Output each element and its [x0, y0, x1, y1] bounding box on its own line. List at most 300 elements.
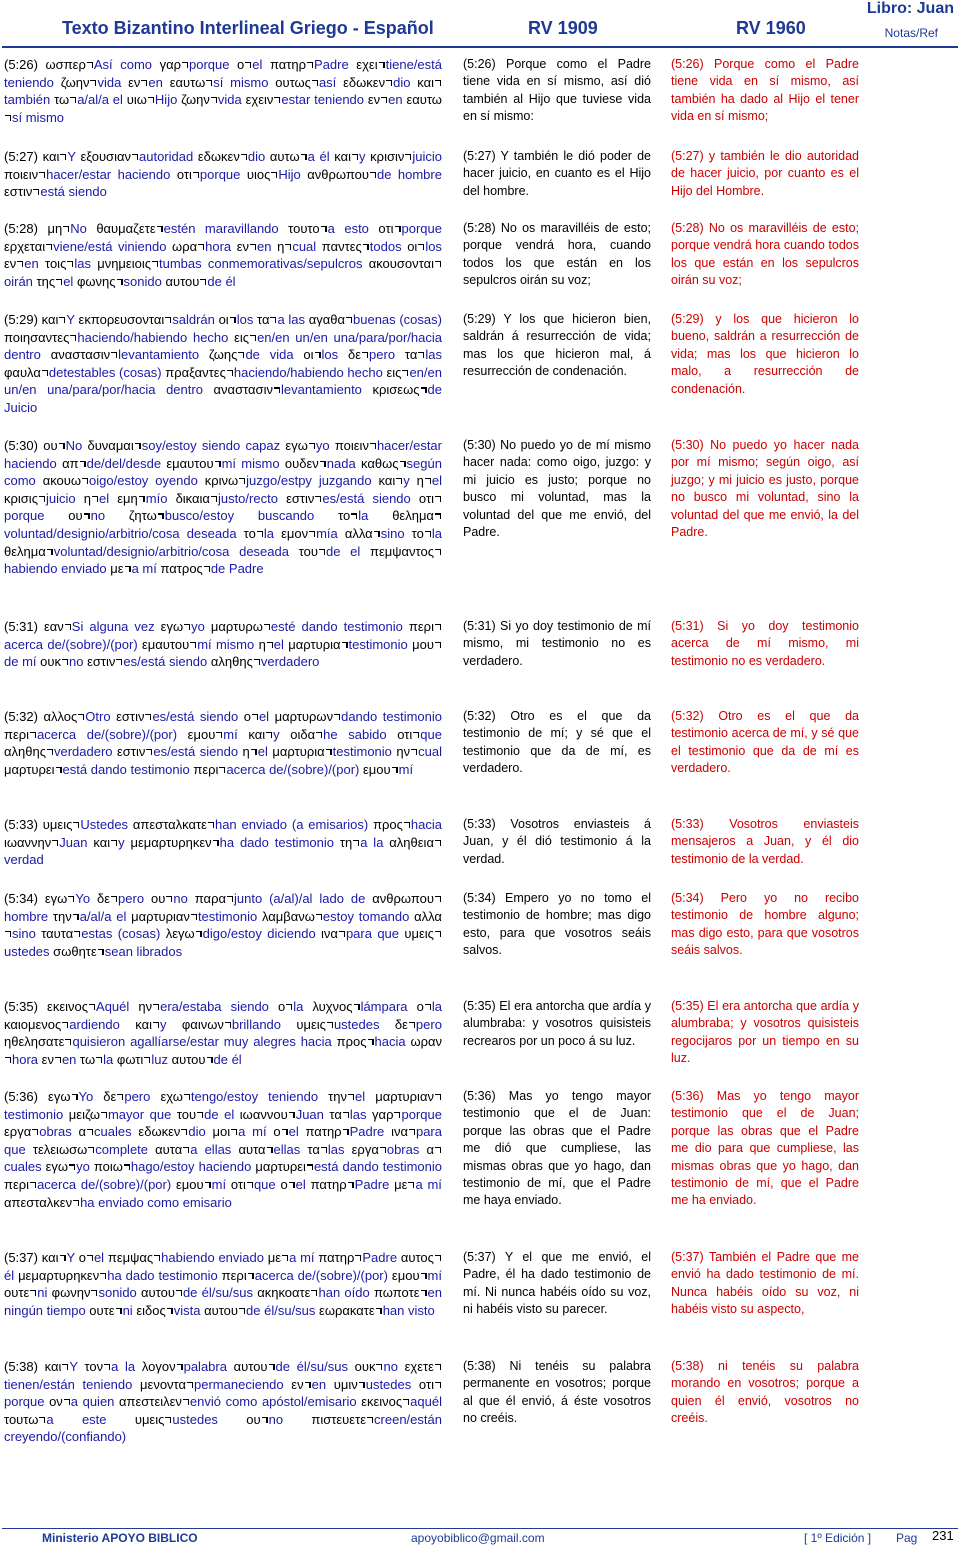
- gloss-arrow-icon: [368, 1037, 374, 1046]
- greek-word: υμεις: [134, 1411, 165, 1427]
- gloss-arrow-icon: [239, 476, 245, 485]
- greek-word: μαρτυριαν: [131, 908, 190, 924]
- greek-word: ο: [273, 1124, 281, 1140]
- gloss-arrow-icon: [39, 1415, 45, 1424]
- greek-word: ο: [280, 1176, 288, 1192]
- spanish-gloss: habiendo enviado: [4, 561, 107, 577]
- spanish-gloss: dio: [188, 1124, 206, 1140]
- spanish-gloss: Ustedes: [80, 817, 129, 832]
- spanish-gloss: junto (a/al)/al lado de: [233, 891, 366, 906]
- gloss-arrow-icon: [251, 747, 257, 756]
- greek-word: φωτι: [116, 1051, 144, 1067]
- spanish-gloss: oirán: [4, 273, 33, 289]
- spanish-gloss: en: [388, 92, 403, 108]
- greek-word: εκεινος: [361, 1394, 403, 1410]
- gloss-arrow-icon: [286, 1002, 292, 1011]
- gloss-arrow-icon: [435, 78, 441, 87]
- gloss-arrow-icon: [376, 1306, 382, 1315]
- gloss-arrow-icon: [101, 1110, 107, 1119]
- spanish-gloss: a/al/a el: [79, 908, 127, 924]
- gloss-arrow-icon: [207, 1055, 213, 1064]
- gloss-arrow-icon: [197, 1110, 203, 1119]
- gloss-arrow-icon: [435, 1362, 441, 1371]
- greek-word: οτι: [230, 1176, 246, 1192]
- spanish-gloss: juzgo/estpy juzgando: [246, 473, 372, 489]
- gloss-arrow-icon: [257, 529, 263, 538]
- greek-word: εμον: [281, 525, 309, 541]
- gloss-arrow-icon: [413, 730, 419, 739]
- gloss-arrow-icon: [342, 640, 348, 649]
- spanish-gloss: haciendo/habiendo hecho: [77, 329, 229, 345]
- gloss-arrow-icon: [82, 476, 88, 485]
- spanish-gloss: han visto: [382, 1302, 435, 1318]
- spanish-gloss: y: [359, 149, 366, 164]
- greek-word: πατηρ: [310, 1176, 347, 1192]
- greek-word: εδωκεν: [343, 74, 386, 90]
- rv1960-text: (5:34) Pero yo no recibo testimonio de hombre alguno; mas digo esto, para que vosotros seáis salvos.: [671, 891, 859, 958]
- gloss-arrow-icon: [158, 511, 164, 520]
- greek-word: ουτως: [275, 74, 311, 90]
- greek-word: τα: [307, 1141, 320, 1157]
- spanish-gloss: el: [63, 273, 74, 289]
- gloss-arrow-icon: [176, 1288, 182, 1297]
- greek-word: υμεις: [42, 817, 73, 832]
- spanish-gloss: testimonio: [348, 636, 408, 652]
- gloss-arrow-icon: [63, 224, 69, 233]
- spanish-gloss: mayor que: [107, 1106, 172, 1122]
- greek-word: μη: [47, 221, 63, 236]
- gloss-arrow-icon: [305, 1380, 311, 1389]
- verse-reference: (5:30): [4, 438, 44, 453]
- gloss-arrow-icon: [400, 459, 406, 468]
- greek-word: εχειν: [245, 92, 274, 108]
- greek-word: πατηρ: [305, 1124, 342, 1140]
- spanish-gloss: hora: [12, 1051, 39, 1067]
- spanish-gloss: Juan: [59, 834, 88, 850]
- greek-word: γαρ: [372, 1106, 394, 1122]
- column-heading-rv1909: RV 1909: [528, 18, 598, 38]
- spanish-gloss: de él/su/sus: [246, 1302, 316, 1318]
- spanish-gloss: mí: [427, 1267, 442, 1283]
- verse-reference: (5:32): [4, 709, 44, 724]
- gloss-arrow-icon: [274, 95, 280, 104]
- gloss-arrow-icon: [213, 838, 219, 847]
- greek-word: μαρτυρων: [274, 709, 334, 724]
- spanish-gloss: Juan: [295, 1106, 324, 1122]
- gloss-arrow-icon: [67, 259, 73, 268]
- spanish-gloss: pero: [118, 891, 145, 906]
- spanish-gloss: juicio: [412, 149, 442, 164]
- spanish-gloss: hacer/estar haciendo: [4, 438, 442, 471]
- gloss-arrow-icon: [198, 242, 204, 251]
- rv1909-text: (5:38) Ni tenéis su palabra permanente en vosotros; porque al que él envió, á éste vosotros no creéis.: [463, 1359, 651, 1426]
- spanish-gloss: que: [253, 1176, 276, 1192]
- greek-word: αληθης: [210, 654, 253, 670]
- spanish-gloss: el: [288, 1124, 299, 1140]
- greek-word: μοι: [212, 1124, 231, 1140]
- greek-word: τελειωσω: [32, 1141, 88, 1157]
- greek-word: κρινω: [204, 473, 239, 489]
- gloss-arrow-icon: [379, 60, 385, 69]
- rv1960-text: (5:27) y también le dio autoridad de hacer juicio, por cuanto es el Hijo del Hombre.: [671, 149, 859, 198]
- spanish-gloss: esté dando testimonio: [270, 619, 403, 634]
- gloss-arrow-icon: [166, 894, 172, 903]
- spanish-gloss: soy/estoy siendo capaz: [141, 438, 281, 453]
- greek-word: ωσπερ: [45, 57, 86, 72]
- gloss-arrow-icon: [59, 315, 65, 324]
- greek-word: εαν: [43, 619, 64, 634]
- spanish-gloss: el: [93, 1250, 105, 1265]
- rv1960-text: (5:31) Si yo doy testimonio acerca de mí mismo, mi testimonio no es verdadero.: [671, 619, 859, 668]
- greek-word: αλλα: [414, 908, 442, 924]
- spanish-gloss: Y: [66, 312, 75, 327]
- gloss-arrow-icon: [307, 1162, 313, 1171]
- spanish-gloss: Y: [66, 1250, 75, 1265]
- gloss-arrow-icon: [421, 385, 427, 394]
- greek-word: εστιν: [116, 709, 145, 724]
- gloss-arrow-icon: [100, 1271, 106, 1280]
- gloss-arrow-icon: [116, 657, 122, 666]
- gloss-arrow-icon: [267, 1145, 273, 1154]
- gloss-arrow-icon: [5, 113, 11, 122]
- gloss-arrow-icon: [196, 929, 202, 938]
- gloss-arrow-icon: [92, 494, 98, 503]
- gloss-arrow-icon: [183, 1145, 189, 1154]
- spanish-gloss: Si alguna vez: [71, 619, 155, 634]
- greek-word: ωρα: [172, 238, 198, 254]
- greek-word: και: [334, 149, 352, 164]
- greek-word: εξουσιαν: [80, 149, 131, 164]
- spanish-gloss: de él: [213, 1051, 242, 1067]
- greek-word: λεγω: [165, 926, 195, 942]
- interlinear-greek-text: [4, 220, 442, 290]
- spanish-gloss: Padre: [349, 1124, 385, 1140]
- greek-word: ταυτα: [41, 926, 74, 942]
- greek-word: εμαυτου: [166, 455, 214, 471]
- greek-word: μαρτυρει: [4, 761, 55, 777]
- gloss-arrow-icon: [165, 315, 171, 324]
- rv1909-text: (5:33) Vosotros enviasteis á Juan, y él dió testimonio á la verdad.: [463, 817, 651, 866]
- gloss-arrow-icon: [184, 622, 190, 631]
- spanish-gloss: y: [403, 473, 410, 489]
- spanish-gloss: a él: [307, 149, 330, 164]
- rv1960-text: (5:32) Otro es el que da testimonio acerca de mí, y sé que el testimonio que da de mí es verdadero.: [671, 709, 859, 776]
- spanish-gloss: hago/estoy haciendo: [130, 1159, 252, 1175]
- greek-word: ουκ: [354, 1359, 376, 1374]
- spanish-gloss: pero: [124, 1089, 151, 1104]
- greek-word: λογον: [141, 1359, 176, 1374]
- spanish-gloss: no: [90, 508, 106, 524]
- gloss-arrow-icon: [55, 1055, 61, 1064]
- gloss-arrow-icon: [248, 1271, 254, 1280]
- gloss-arrow-icon: [153, 1020, 159, 1029]
- spanish-gloss: los: [321, 347, 339, 363]
- book-label: Libro: Juan: [866, 0, 954, 17]
- greek-word: δυναμαι: [87, 438, 134, 453]
- spanish-gloss: levantamiento: [118, 347, 200, 363]
- gloss-arrow-icon: [363, 242, 369, 251]
- gloss-arrow-icon: [182, 60, 188, 69]
- spanish-gloss: hacer/estar haciendo: [46, 166, 171, 182]
- gloss-arrow-icon: [187, 1380, 193, 1389]
- spanish-gloss: sino: [12, 926, 36, 942]
- gloss-arrow-icon: [139, 494, 145, 503]
- spanish-gloss: el: [295, 1176, 306, 1192]
- greek-word: εν: [291, 1376, 304, 1392]
- greek-word: την: [328, 1089, 347, 1104]
- verse-reference: (5:33): [4, 817, 43, 832]
- greek-word: και: [42, 149, 60, 164]
- gloss-arrow-icon: [200, 277, 206, 286]
- gloss-arrow-icon: [418, 350, 424, 359]
- spanish-gloss: en/en un/en una/para/por/hacia dentro: [4, 364, 442, 398]
- spanish-gloss: a mí: [238, 1124, 267, 1140]
- greek-word: εγω: [285, 438, 308, 453]
- gloss-arrow-icon: [355, 1253, 361, 1262]
- greek-word: και: [135, 1016, 152, 1032]
- greek-word: θελημα: [4, 543, 46, 559]
- greek-word: φωνης: [76, 273, 116, 289]
- greek-word: απεστειλεν: [119, 1394, 182, 1410]
- rv1960-text: (5:26) Porque como el Padre tiene vida en sí mismo, así también ha dado al Hijo el tener vida en sí mismo;: [671, 57, 859, 124]
- spanish-gloss: verdadero: [260, 654, 320, 670]
- spanish-gloss: brillando: [231, 1016, 282, 1032]
- spanish-gloss: en: [257, 238, 272, 254]
- spanish-gloss: dando testimonio: [341, 709, 442, 724]
- spanish-gloss: verdadero: [53, 744, 113, 760]
- gloss-arrow-icon: [46, 242, 52, 251]
- greek-word: μενοντα: [140, 1376, 187, 1392]
- gloss-arrow-icon: [343, 1127, 349, 1136]
- spanish-gloss: de él/su/sus: [182, 1285, 253, 1301]
- greek-word: ην: [138, 999, 153, 1014]
- gloss-arrow-icon: [96, 1055, 102, 1064]
- gloss-arrow-icon: [60, 152, 66, 161]
- interlinear-greek-text: [4, 437, 442, 578]
- gloss-arrow-icon: [381, 95, 387, 104]
- spanish-gloss: acerca de/(sobre)/(por): [37, 1176, 172, 1192]
- spanish-gloss: quisieron agallíarse/estar muy alegres hacia: [72, 1034, 332, 1050]
- gloss-arrow-icon: [30, 730, 36, 739]
- greek-word: ανθρωπου: [372, 891, 434, 906]
- greek-word: τω: [80, 1051, 96, 1067]
- greek-word: η: [277, 238, 285, 254]
- spanish-gloss: luz: [151, 1051, 168, 1067]
- spanish-gloss: pero: [415, 1016, 442, 1032]
- spanish-gloss: porque: [4, 1394, 45, 1410]
- spanish-gloss: testimonio: [4, 1106, 64, 1122]
- gloss-arrow-icon: [62, 1020, 68, 1029]
- spanish-gloss: digo/estoy diciendo: [202, 926, 316, 942]
- spanish-gloss: porque: [401, 221, 442, 236]
- spanish-gloss: las: [74, 256, 91, 272]
- greek-word: εμαυτου: [141, 636, 190, 652]
- gloss-arrow-icon: [193, 170, 199, 179]
- spanish-gloss: a este: [46, 1411, 107, 1427]
- spanish-gloss: en: [148, 74, 163, 90]
- spanish-gloss: mí mismo: [197, 636, 255, 652]
- greek-word: εμου: [391, 1267, 420, 1283]
- greek-word: περι: [4, 726, 30, 742]
- greek-word: φαυλα: [4, 364, 41, 380]
- spanish-gloss: la: [103, 1051, 114, 1067]
- greek-word: πεμψας: [107, 1250, 154, 1265]
- greek-word: εχω: [160, 1089, 183, 1104]
- gloss-arrow-icon: [204, 564, 210, 573]
- greek-word: ον: [49, 1394, 63, 1410]
- gloss-arrow-icon: [211, 95, 217, 104]
- greek-word: ο: [243, 709, 251, 724]
- spanish-gloss: ni: [37, 1285, 48, 1301]
- gloss-arrow-icon: [39, 170, 45, 179]
- gloss-arrow-icon: [354, 1002, 360, 1011]
- gloss-arrow-icon: [5, 929, 11, 938]
- spanish-gloss: estén maravillando: [163, 221, 279, 236]
- gloss-arrow-icon: [144, 1055, 150, 1064]
- rv1960-text: (5:29) y los que hicieron lo bueno, saldrán a resurrección de vida; mas los que hicieron lo malo, a resurrección de condenación.: [671, 312, 859, 396]
- spanish-gloss: ustedes: [172, 1411, 218, 1427]
- spanish-gloss: voluntad/designio/arbitrio/cosa deseada: [53, 543, 289, 559]
- spanish-gloss: es/está siendo: [152, 709, 239, 724]
- footer-email[interactable]: apoyobiblico@gmail.com: [411, 1531, 545, 1545]
- gloss-arrow-icon: [208, 820, 214, 829]
- spanish-gloss: todos: [369, 238, 402, 254]
- spanish-gloss: buenas (cosas): [353, 312, 442, 327]
- footer-page-label: Pag: [896, 1531, 918, 1545]
- greek-word: θαυμαζετε: [96, 221, 156, 236]
- greek-word: περι: [193, 761, 219, 777]
- spanish-gloss: ha dado testimonio: [107, 1267, 218, 1283]
- greek-word: περι: [4, 1176, 30, 1192]
- spanish-gloss: obras: [39, 1124, 72, 1140]
- greek-word: υμιν: [333, 1376, 358, 1392]
- spanish-gloss: a la: [111, 1359, 136, 1374]
- rv1909-text: (5:30) No puedo yo de mí mismo hacer nada: como oigo, juzgo: y mi juicio es justo; porque no busco mi voluntad, mas la voluntad del que me envió, del Padre.: [463, 438, 651, 540]
- gloss-arrow-icon: [5, 1055, 11, 1064]
- spanish-gloss: sean librados: [104, 943, 183, 959]
- greek-word: παρα: [194, 891, 226, 906]
- spanish-gloss: vista: [173, 1302, 201, 1318]
- gloss-arrow-icon: [68, 894, 74, 903]
- greek-word: εχετε: [404, 1359, 434, 1374]
- spanish-gloss: acerca de/(sobre)/(por): [37, 726, 178, 742]
- gloss-arrow-icon: [435, 494, 441, 503]
- greek-word: η: [416, 473, 424, 489]
- greek-word: εμου: [175, 1176, 204, 1192]
- gloss-arrow-icon: [116, 1306, 122, 1315]
- gloss-arrow-icon: [421, 1271, 427, 1280]
- gloss-arrow-icon: [307, 60, 313, 69]
- rv1960-text: (5:38) ni tenéis su palabra morando en vosotros; porque a quien él envió, vosotros no creéis.: [671, 1359, 859, 1426]
- greek-word: εγω: [45, 1159, 69, 1175]
- spanish-gloss: dio: [393, 74, 411, 90]
- spanish-gloss: para que: [345, 926, 400, 942]
- greek-word: ο: [278, 999, 286, 1014]
- greek-word: ο: [78, 1250, 86, 1265]
- spanish-gloss: cual: [418, 744, 442, 760]
- greek-word: ο: [416, 999, 424, 1014]
- gloss-arrow-icon: [376, 1362, 382, 1371]
- rv1909-text: (5:35) El era antorcha que ardía y alumbraba: y vosotros quisisteis recrearos por un poco á su luz.: [463, 999, 651, 1048]
- spanish-gloss: la: [263, 525, 274, 541]
- spanish-gloss: tienen/están teniendo: [4, 1376, 133, 1392]
- spanish-gloss: viene/está viniendo: [53, 238, 167, 254]
- gloss-arrow-icon: [435, 1253, 441, 1262]
- gloss-arrow-icon: [64, 1397, 70, 1406]
- greek-word: εν: [128, 74, 141, 90]
- gloss-arrow-icon: [315, 350, 321, 359]
- gloss-arrow-icon: [98, 947, 104, 956]
- greek-word: πατηρ: [318, 1250, 355, 1265]
- greek-word: εγω: [160, 619, 184, 634]
- greek-word: ινα: [391, 1124, 408, 1140]
- rv1960-text: (5:35) El era antorcha que ardía y alumbraba; y vosotros quisisteis regocijaros por un tiempo en su luz.: [671, 999, 859, 1066]
- gloss-arrow-icon: [394, 1110, 400, 1119]
- verse-reference: (5:35): [4, 999, 48, 1014]
- greek-word: εν: [4, 256, 17, 272]
- greek-word: ακουσονται: [368, 256, 434, 272]
- spanish-gloss: no: [383, 1359, 398, 1374]
- gloss-arrow-icon: [73, 1198, 79, 1207]
- greek-word: απ: [62, 455, 79, 471]
- gloss-arrow-icon: [239, 1306, 245, 1315]
- spanish-gloss: la: [431, 525, 442, 541]
- verse-reference: (5:31): [4, 619, 44, 634]
- greek-word: της: [36, 273, 56, 289]
- gloss-arrow-icon: [301, 152, 307, 161]
- spanish-gloss: sonido: [98, 1285, 137, 1301]
- spanish-gloss: han oído: [318, 1285, 370, 1301]
- greek-word: κρισεως: [372, 382, 420, 398]
- spanish-gloss: es/está siendo: [123, 654, 208, 670]
- greek-word: δικαια: [175, 490, 210, 506]
- spanish-gloss: No: [65, 438, 83, 453]
- spanish-gloss: el: [258, 709, 270, 724]
- greek-word: καιομενος: [4, 1016, 62, 1032]
- spanish-gloss: a quien: [70, 1394, 115, 1410]
- spanish-gloss: tiene/está teniendo: [4, 57, 442, 90]
- greek-word: τη: [339, 834, 353, 850]
- spanish-gloss: Y: [69, 1359, 78, 1374]
- spanish-gloss: también: [4, 92, 51, 108]
- gloss-arrow-icon: [264, 622, 270, 631]
- gloss-arrow-icon: [135, 441, 141, 450]
- gloss-arrow-icon: [370, 170, 376, 179]
- greek-word: φωνην: [51, 1285, 91, 1301]
- greek-word: προς: [336, 1034, 367, 1050]
- spanish-gloss: sí mismo: [12, 109, 64, 125]
- rv1909-text: (5:36) Mas yo tengo mayor testimonio que el de Juan: porque las obras que el Padre me dió que cumpliese, las mismas obras que yo hago, dan testimonio de mí, que el Padre me haya enviado.: [463, 1089, 651, 1208]
- gloss-arrow-icon: [184, 1092, 190, 1101]
- spanish-gloss: el: [355, 1089, 366, 1104]
- greek-word: αναστασιν: [50, 347, 111, 363]
- greek-word: και: [41, 312, 59, 327]
- gloss-arrow-icon: [348, 1180, 354, 1189]
- greek-word: μαρτυρει: [255, 1159, 306, 1175]
- gloss-arrow-icon: [216, 730, 222, 739]
- gloss-arrow-icon: [146, 747, 152, 756]
- spanish-gloss: a las: [277, 312, 306, 327]
- greek-word: εν: [41, 1051, 54, 1067]
- greek-word: αυτος: [400, 1250, 434, 1265]
- gloss-arrow-icon: [252, 712, 258, 721]
- gloss-arrow-icon: [359, 1380, 365, 1389]
- greek-word: αλλος: [43, 709, 78, 724]
- spanish-gloss: los: [236, 312, 254, 327]
- gloss-arrow-icon: [425, 1002, 431, 1011]
- gloss-arrow-icon: [266, 730, 272, 739]
- gloss-arrow-icon: [435, 838, 441, 847]
